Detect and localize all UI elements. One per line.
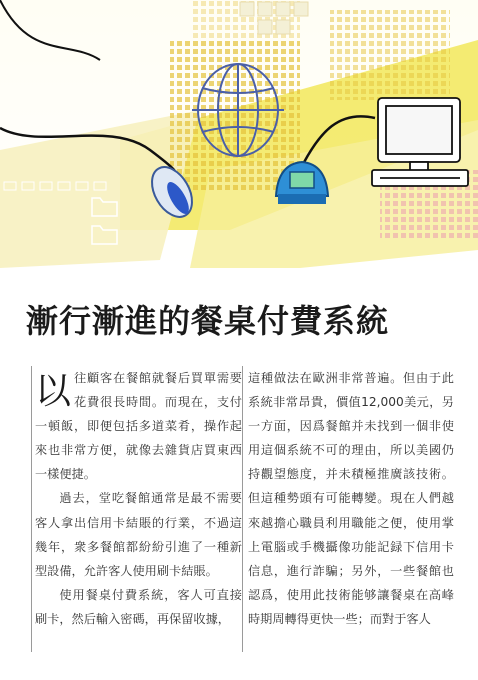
article-column-left	[31, 366, 242, 652]
article-column-right	[242, 366, 454, 652]
paragraph: 這種做法在歐洲非常普遍。但由于此系統非常昂貴，價值12,000美元，另一方面，因爲餐館并未找到一個非使用這個系統不可的理由，所以美國仍持觀望態度，并未積極推廣該技術。但這種勢頭有可能轉變。現在人們越來越擔心職員利用職能之便，使用掌上電腦或手機攝像功能記録下信用卡信息，進行詐騙；另外，一些餐館也認爲，使用此技術能够讓餐桌在高峰時期周轉得更快一些；而對于客人	[248, 371, 454, 626]
paragraph: 使用餐桌付費系統，客人可直接刷卡，然后輸入密碼，再保留收據，	[35, 587, 242, 626]
paragraph: 以往顧客在餐館就餐后買單需要花費很長時間。而現在，支付一頓飯，即便包括多道菜肴，操作起來也非常方便，就像去雜貨店買東西一樣便捷。	[35, 371, 242, 482]
article-title: 漸行漸進的餐桌付費系統	[26, 302, 390, 340]
desktop-computer-icon	[372, 98, 468, 186]
tech-collage-image	[0, 0, 478, 268]
paragraph: 過去，堂吃餐館通常是最不需要客人拿出信用卡結賬的行業，不過這幾年，衆多餐館都紛紛引進了一種新型設備，允許客人使用刷卡結賬。	[35, 491, 242, 578]
dot-grid	[170, 40, 300, 190]
hero-illustration	[0, 0, 478, 268]
drop-cap: 以	[35, 371, 72, 412]
